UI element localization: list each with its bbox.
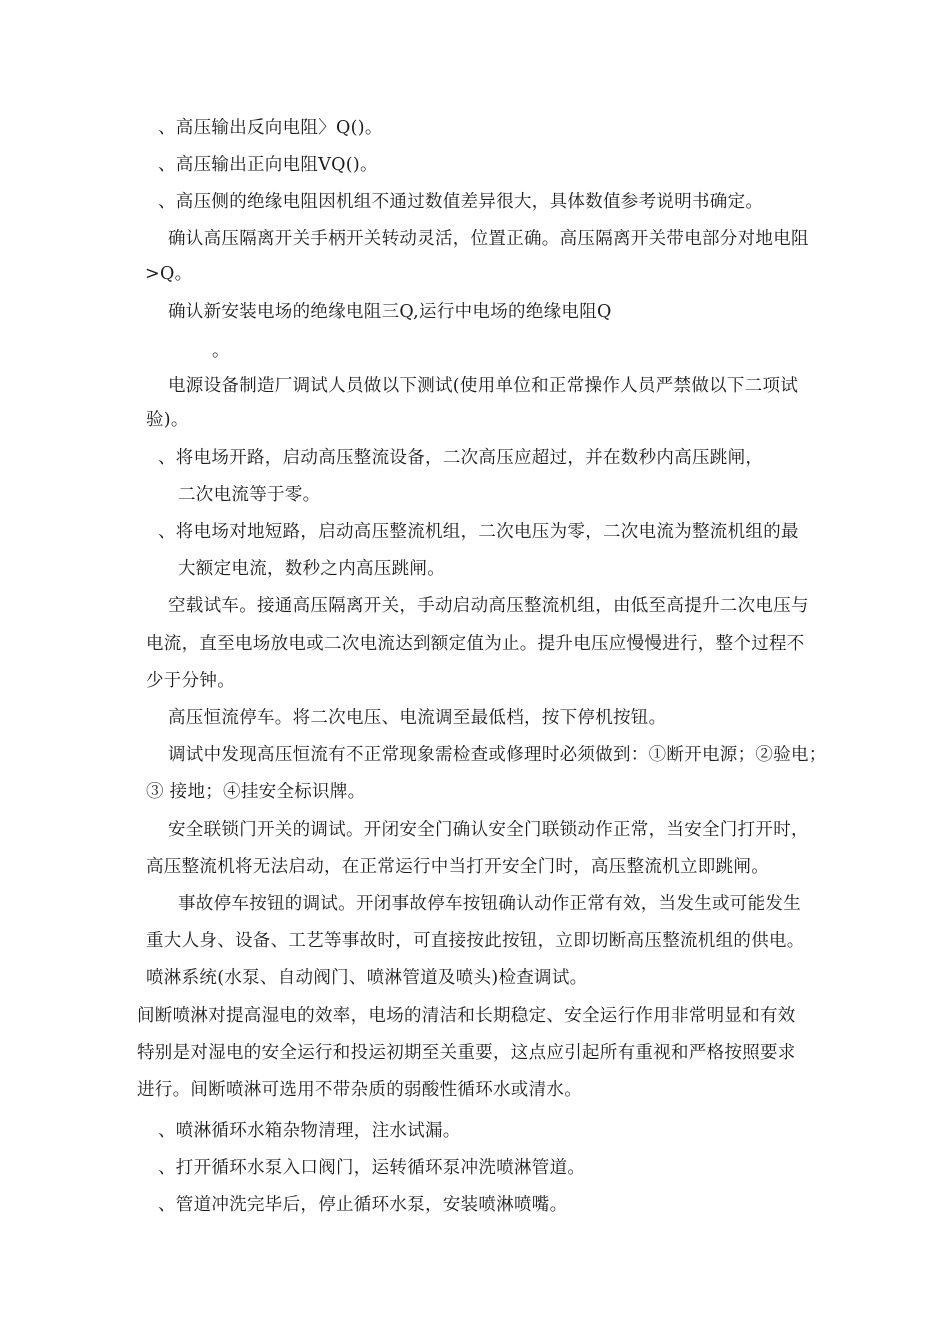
text-line: 重大人身、设备、工艺等事故时，可直接按此按钮，立即切断高压整流机组的供电。 <box>146 931 805 951</box>
text-line: 间断喷淋对提高湿电的效率，电场的清洁和长期稳定、安全运行作用非常明显和有效 <box>137 1006 796 1026</box>
text-line: 、高压输出反向电阻〉Q()。 <box>158 118 383 138</box>
text-line: 确认高压隔离开关手柄开关转动灵活，位置正确。高压隔离开关带电部分对地电阻 <box>168 229 809 249</box>
text-line: 、将电场开路，启动高压整流设备，二次高压应超过，并在数秒内高压跳闸， <box>158 448 764 468</box>
text-line: 安全联锁门开关的调试。开闭安全门确认安全门联锁动作正常，当安全门打开时， <box>168 820 809 840</box>
text-line: ③ 接地；④挂安全标识牌。 <box>146 782 366 802</box>
text-line: 特别是对湿电的安全运行和投运初期至关重要，这点应引起所有重视和严格按照要求 <box>137 1043 796 1063</box>
text-line: 。 <box>212 341 230 361</box>
text-line: 事故停车按钮的调试。开闭事故停车按钮确认动作正常有效，当发生或可能发生 <box>178 894 801 914</box>
text-line: 高压恒流停车。将二次电压、电流调至最低档，按下停机按钮。 <box>168 708 667 728</box>
text-line: 进行。间断喷淋可选用不带杂质的弱酸性循环水或清水。 <box>137 1080 582 1100</box>
text-line: 验)。 <box>146 410 189 430</box>
text-line: 确认新安装电场的绝缘电阻三Q,运行中电场的绝缘电阻Q <box>168 302 612 322</box>
text-line: 喷淋系统(水泵、自动阀门、喷淋管道及喷头)检查调试。 <box>146 968 588 988</box>
text-line: 、高压输出正向电阻VQ()。 <box>158 155 378 175</box>
text-line: >Q。 <box>145 264 193 284</box>
text-line: 、高压侧的绝缘电阻因机组不通过数值差异很大，具体数值参考说明书确定。 <box>158 192 764 212</box>
text-line: 二次电流等于零。 <box>178 485 321 505</box>
text-line: 、管道冲洗完毕后，停止循环水泵，安装喷淋喷嘴。 <box>158 1195 568 1215</box>
text-line: 大额定电流，数秒之内高压跳闸。 <box>178 559 445 579</box>
text-line: 电源设备制造厂调试人员做以下测试(使用单位和正常操作人员严禁做以下二项试 <box>168 376 799 396</box>
text-line: 调试中发现高压恒流有不正常现象需检查或修理时必须做到：①断开电源；②验电； <box>168 745 827 765</box>
text-line: 、打开循环水泵入口阀门，运转循环泵冲洗喷淋管道。 <box>158 1158 586 1178</box>
text-line: 少于分钟。 <box>146 671 235 691</box>
text-line: 高压整流机将无法启动，在正常运行中当打开安全门时，高压整流机立即跳闸。 <box>146 857 769 877</box>
text-line: 空载试车。接通高压隔离开关，手动启动高压整流机组，由低至高提升二次电压与 <box>168 596 809 616</box>
text-line: 电流，直至电场放电或二次电流达到额定值为止。提升电压应慢慢进行，整个过程不 <box>146 634 805 654</box>
text-line: 、喷淋循环水箱杂物清理，注水试漏。 <box>158 1121 461 1141</box>
text-line: 、将电场对地短路，启动高压整流机组，二次电压为零，二次电流为整流机组的最 <box>158 522 799 542</box>
